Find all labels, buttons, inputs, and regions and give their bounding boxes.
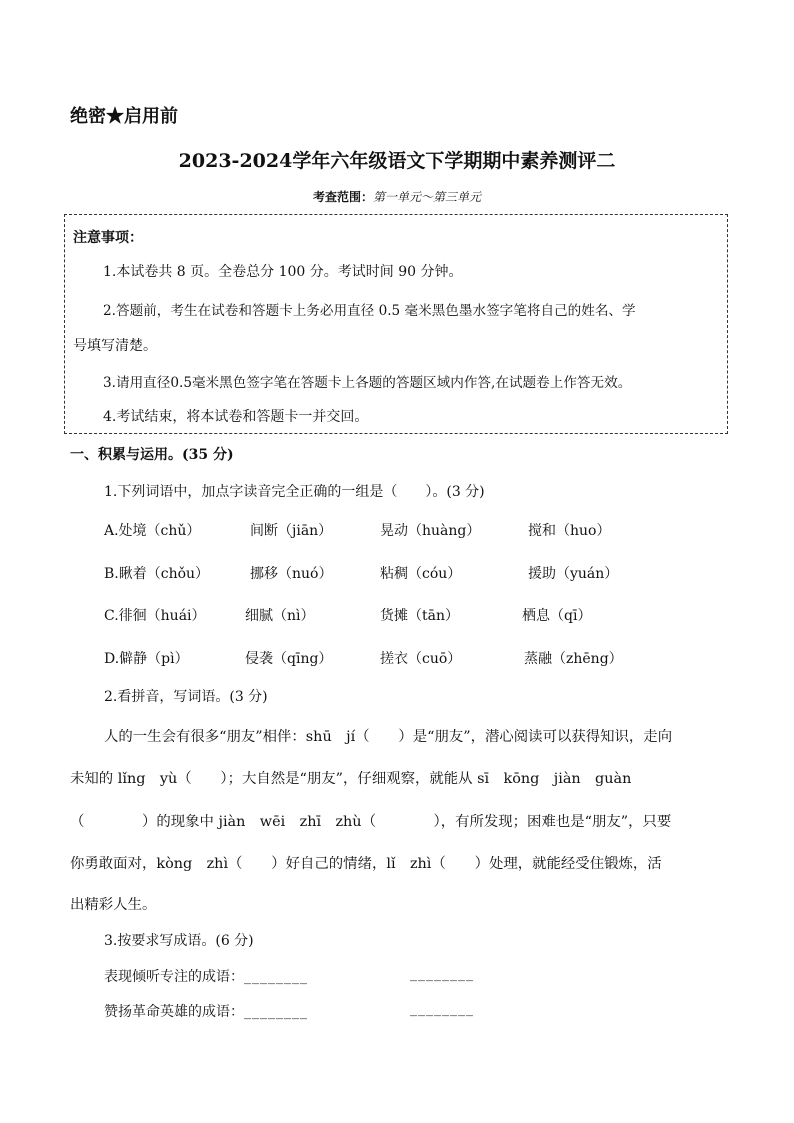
answer-blank[interactable]: ________ [244,1004,308,1020]
page-title: 2023-2024学年六年级语文下学期期中素养测评二 [178,150,616,172]
option-d-word-1: D.僻静（pì） [104,651,189,667]
question-2-text-line: （ ）的现象中 jiàn wēi zhī zhù（ ），有所发现；困难也是“朋友”，只要 [70,814,672,830]
notice-item: 1.本试卷共 8 页。全卷总分 100 分。考试时间 90 分钟。 [103,264,463,280]
confidential-label: 绝密★启用前 [70,106,178,127]
notice-item: 号填写清楚。 [73,338,157,354]
answer-blank[interactable]: ________ [410,1001,474,1017]
notice-item: 4.考试结束，将本试卷和答题卡一并交回。 [103,409,369,425]
notice-item: 3.请用直径0.5毫米黑色签字笔在答题卡上各题的答题区域内作答,在试题卷上作答无效。 [103,375,632,391]
question-1-stem: 1.下列词语中，加点字读音完全正确的一组是（ ）。(3 分) [104,484,485,500]
option-c-word-1: C.徘徊（huái） [104,608,206,624]
exam-scope [0,188,794,205]
option-c-word-2: 细腻（nì） [245,608,315,624]
question-2-text-line: 出精彩人生。 [70,897,157,913]
question-2-text-line: 未知的 lǐng yù（ ）；大自然是“朋友”，仔细观察，就能从 sī kōng jiàn guàn [70,771,632,787]
question-3-stem: 3.按要求写成语。(6 分) [104,933,254,949]
option-a-word-3: 晃动（huàng） [380,523,481,539]
question-2-text-line: 人的一生会有很多“朋友”相伴：shū jí（ ）是“朋友”，潜心阅读可以获得知识，走向 [104,729,673,745]
section-title: 一、积累与运用。(35 分) [70,447,234,463]
option-a-word-2: 间断（jiān） [250,523,333,539]
option-d-word-4: 蒸融（zhēng） [524,651,623,667]
option-b-word-3: 粘稠（cóu） [380,566,462,582]
notice-heading: 注意事项： [73,230,143,246]
notice-box [64,214,728,434]
option-b-word-1: B.瞅着（chǒu） [104,566,210,582]
option-a-word-4: 搅和（huo） [528,523,611,539]
option-a-word-1: A.处境（chǔ） [104,523,201,539]
question-2-stem: 2.看拼音，写词语。(3 分) [104,689,268,705]
option-c-word-3: 货摊（tān） [380,608,459,624]
answer-blank[interactable]: ________ [244,969,308,985]
scope-label: 考查范围： [312,190,373,204]
answer-blank[interactable]: ________ [410,966,474,982]
notice-item: 2.答题前，考生在试卷和答题卡上务必用直径 0.5 毫米黑色墨水签字笔将自己的姓名、学 [103,303,636,319]
scope-value: 第一单元～第三单元 [373,190,482,204]
option-c-word-4: 栖息（qī） [522,608,592,624]
option-d-word-3: 搓衣（cuō） [380,651,462,667]
idiom-row-label: 赞扬革命英雄的成语： [104,1004,244,1020]
idiom-row-listening [104,966,308,986]
option-b-word-4: 援助（yuán） [528,566,619,582]
idiom-row-label: 表现倾听专注的成语： [104,969,244,985]
option-d-word-2: 侵袭（qīng） [245,651,333,667]
option-b-word-2: 挪移（nuó） [250,566,333,582]
question-2-text-line: 你勇敢面对，kòng zhì（ ）好自己的情绪，lǐ zhì（ ）处理，就能经受住锻炼，活 [70,856,662,872]
idiom-row-heroes [104,1001,308,1021]
